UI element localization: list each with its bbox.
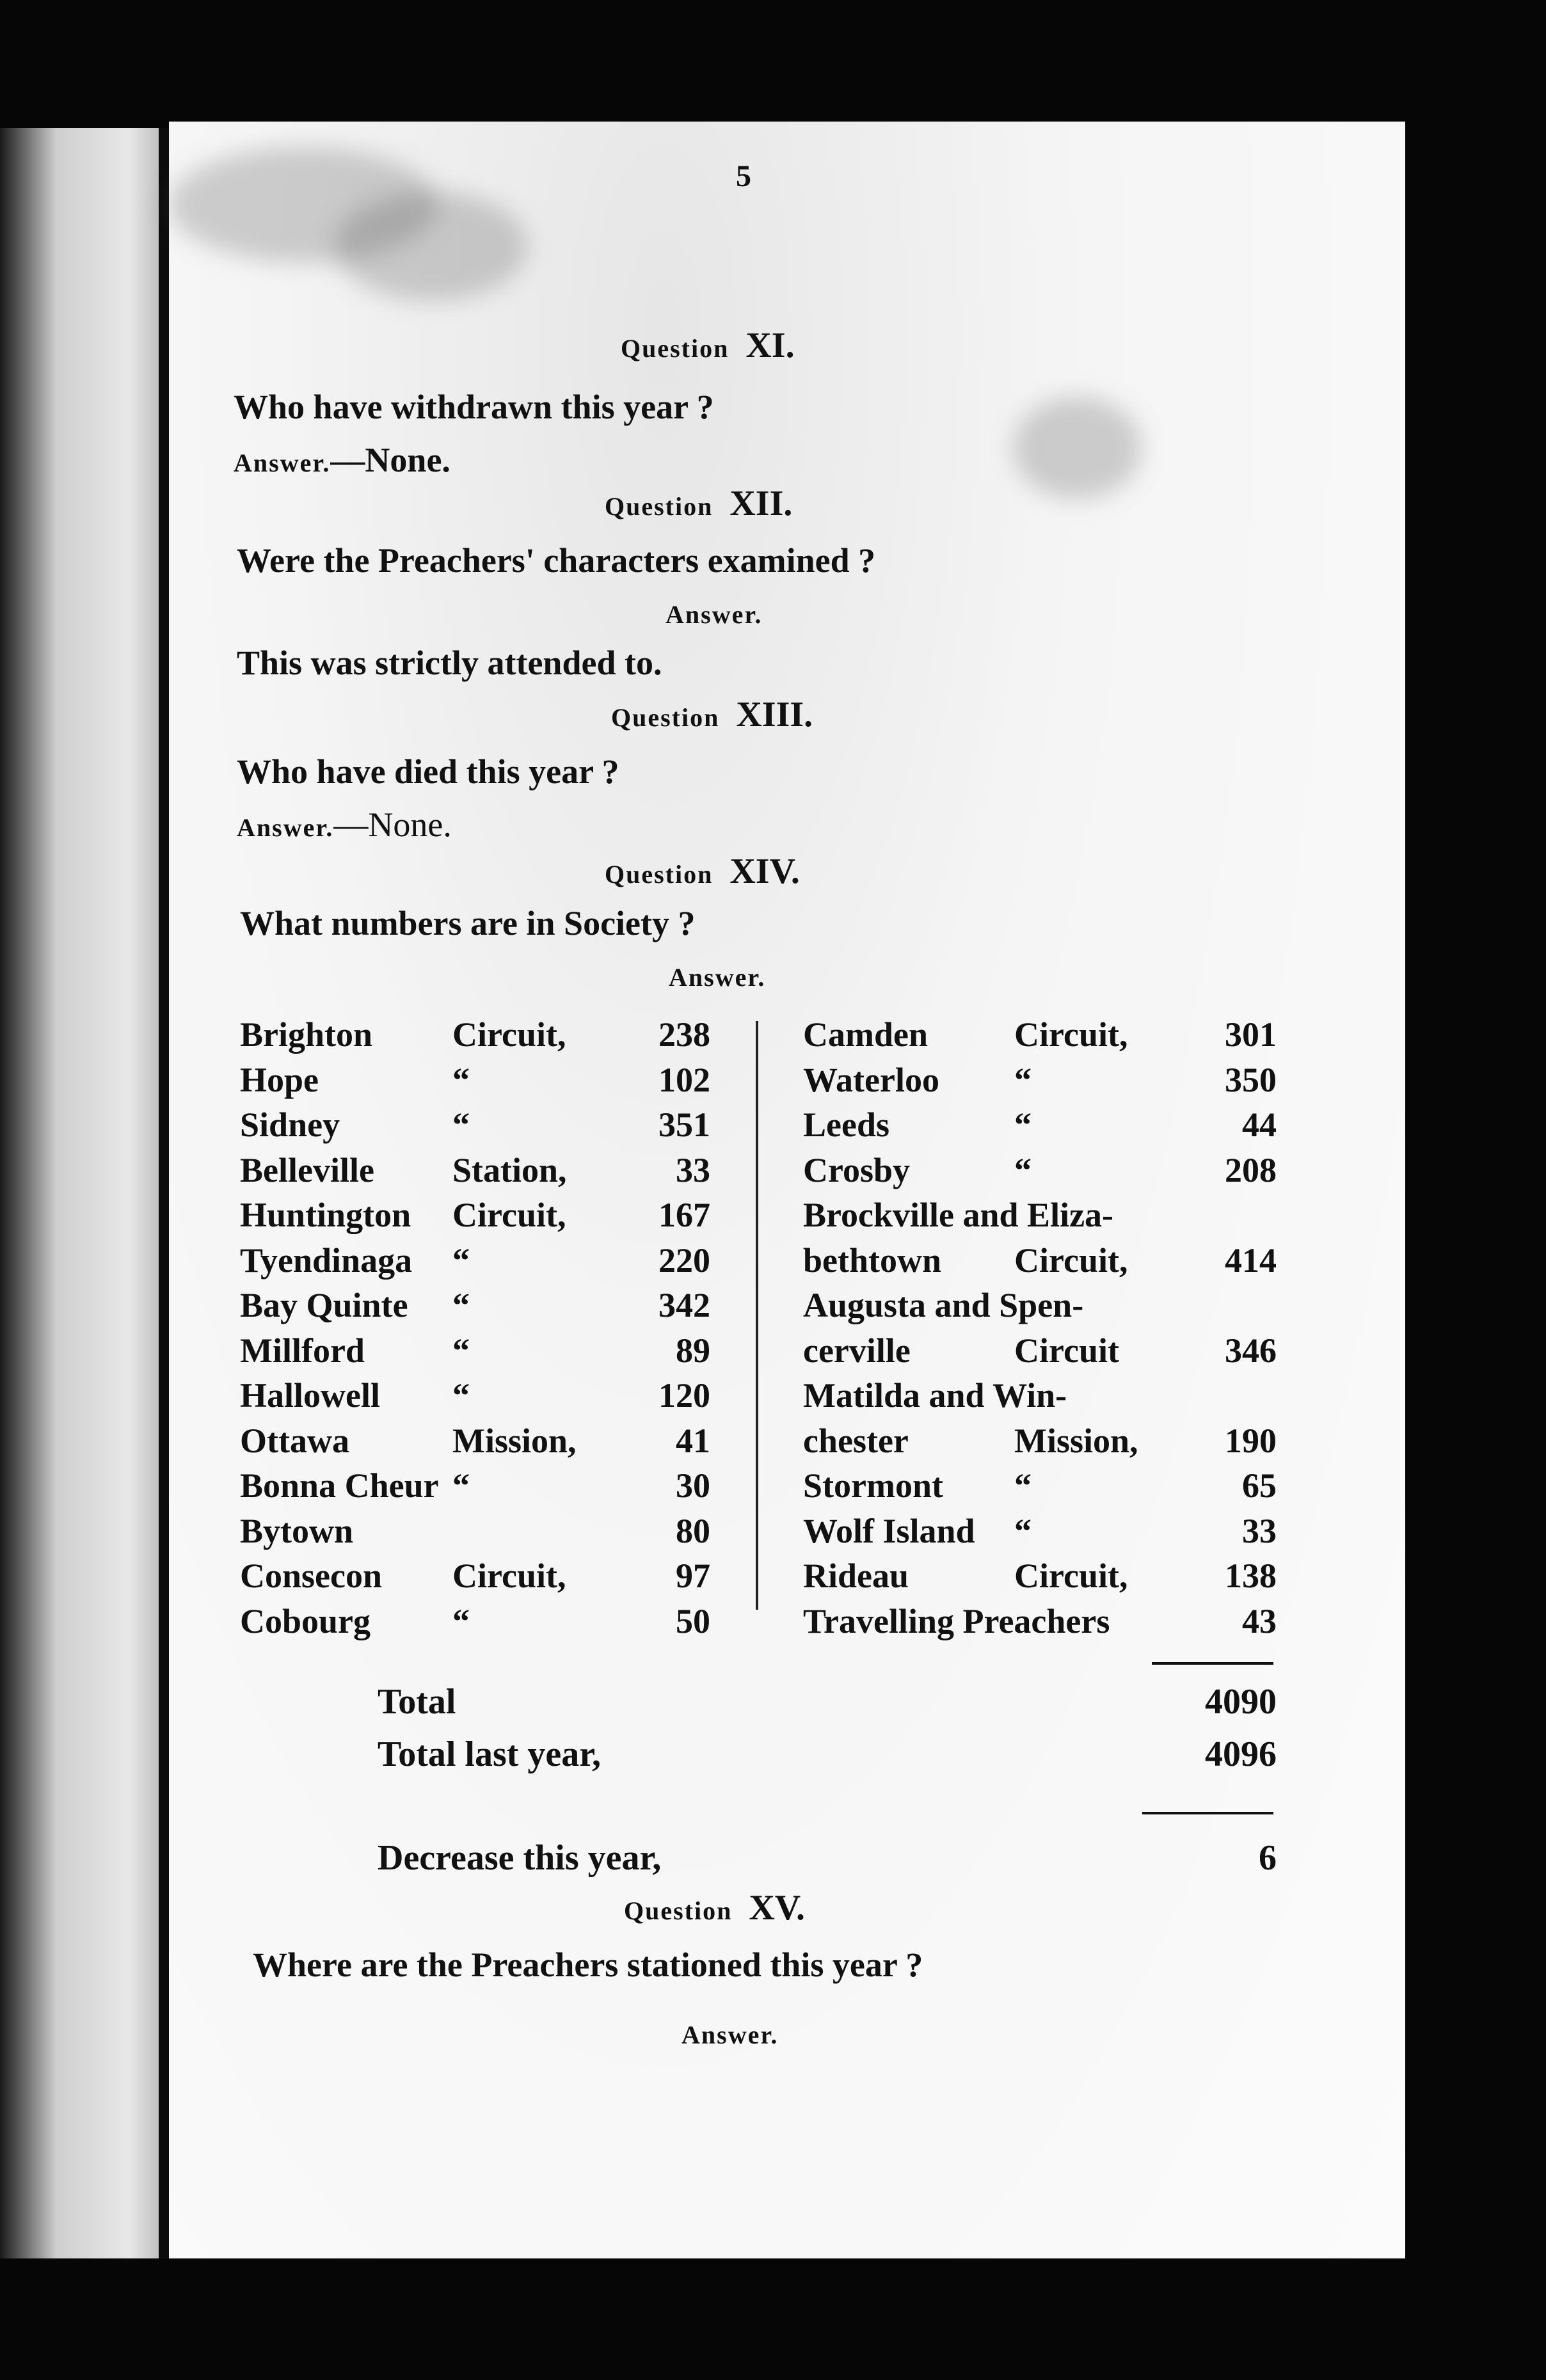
- answer-label: Answer.: [234, 448, 331, 477]
- place-type: Circuit,: [452, 1015, 566, 1054]
- table-row: [240, 1060, 710, 1106]
- place-name: Cobourg: [240, 1601, 371, 1640]
- member-count: 190: [1225, 1421, 1277, 1460]
- total-last-year-label: Total last year,: [378, 1734, 601, 1774]
- member-count: 208: [1225, 1150, 1277, 1189]
- place-name: Consecon: [240, 1557, 383, 1595]
- binding-gutter: [159, 128, 169, 2258]
- question-heading-xii: [605, 483, 792, 524]
- table-row: [803, 1105, 1277, 1150]
- answer-text: —None.: [333, 805, 452, 844]
- place-name: Tyendinaga: [240, 1241, 413, 1280]
- table-row: [803, 1466, 1277, 1511]
- place-name: Augusta and Spen-: [803, 1286, 1084, 1324]
- answer-label: Answer.: [669, 963, 766, 992]
- answer-line: [234, 440, 450, 480]
- member-count: 120: [658, 1376, 710, 1415]
- table-column-left: [240, 1015, 710, 1646]
- table-row: [240, 1015, 710, 1060]
- place-type: “: [452, 1466, 470, 1505]
- table-row: [240, 1511, 710, 1557]
- place-type: Station,: [452, 1150, 567, 1189]
- question-prompt: Were the Preachers' characters examined ?: [237, 541, 876, 580]
- place-type: “: [452, 1601, 470, 1640]
- question-number: XV.: [749, 1888, 806, 1928]
- table-row: [240, 1556, 710, 1601]
- question-heading-xi: [621, 325, 795, 366]
- member-count: 102: [658, 1060, 710, 1099]
- column-divider: [756, 1021, 758, 1610]
- place-name: cerville: [803, 1331, 911, 1370]
- answer-line: [237, 805, 452, 845]
- answer-text: This was strictly attended to.: [237, 644, 662, 682]
- member-count: 342: [658, 1286, 710, 1324]
- question-number: XII.: [729, 484, 793, 523]
- table-row: [240, 1331, 710, 1376]
- table-row: [803, 1511, 1277, 1557]
- answer-label: Answer.: [237, 813, 334, 842]
- total-label: Total: [378, 1682, 456, 1722]
- question-heading-xv: [624, 1887, 805, 1928]
- place-name: Matilda and Win-: [803, 1376, 1067, 1415]
- place-type: Mission,: [452, 1421, 577, 1460]
- place-name: Stormont: [803, 1466, 943, 1505]
- question-prompt: Who have died this year ?: [237, 752, 619, 791]
- question-label: Question: [611, 703, 720, 732]
- table-row: [240, 1376, 710, 1421]
- place-type: “: [1014, 1511, 1032, 1550]
- table-row: [240, 1150, 710, 1196]
- place-type: Circuit,: [1014, 1241, 1128, 1280]
- table-column-right: [803, 1015, 1277, 1646]
- member-count: 346: [1225, 1331, 1277, 1370]
- place-type: “: [452, 1331, 470, 1370]
- place-type: “: [452, 1241, 470, 1280]
- decrease-value: 6: [1259, 1838, 1277, 1878]
- place-type: Circuit: [1014, 1331, 1119, 1370]
- question-label: Question: [605, 492, 713, 521]
- place-name: Bay Quinte: [240, 1286, 408, 1324]
- place-name: Travelling Preachers: [803, 1601, 1110, 1640]
- place-type: “: [452, 1286, 470, 1324]
- question-heading-xiii: [611, 694, 813, 735]
- place-name: bethtown: [803, 1241, 942, 1280]
- place-name: chester: [803, 1421, 909, 1460]
- member-count: 44: [1242, 1106, 1277, 1144]
- question-prompt: Who have withdrawn this year ?: [234, 388, 714, 426]
- place-type: “: [1014, 1060, 1032, 1099]
- place-name: Brighton: [240, 1015, 373, 1054]
- answer-heading: [681, 2014, 778, 2052]
- place-type: Circuit,: [1014, 1015, 1128, 1054]
- table-row: [803, 1241, 1277, 1286]
- table-row: [803, 1331, 1277, 1376]
- table-row: [803, 1556, 1277, 1601]
- question-label: Question: [605, 860, 713, 889]
- table-row: [240, 1105, 710, 1150]
- place-type: Mission,: [1014, 1421, 1138, 1460]
- question-prompt: What numbers are in Society ?: [240, 904, 696, 942]
- question-label: Question: [624, 1896, 733, 1925]
- question-label: Question: [621, 334, 729, 363]
- page-number: 5: [736, 159, 751, 193]
- total-row: [378, 1681, 1277, 1726]
- member-count: 33: [1242, 1511, 1277, 1550]
- member-count: 43: [1242, 1601, 1277, 1640]
- place-type: “: [452, 1376, 470, 1415]
- place-name: Crosby: [803, 1150, 911, 1189]
- decrease-row: [378, 1837, 1277, 1882]
- answer-label: Answer.: [681, 2020, 779, 2049]
- place-name: Ottawa: [240, 1421, 349, 1460]
- place-name: Bytown: [240, 1511, 354, 1550]
- total-last-year-row: [378, 1734, 1277, 1779]
- member-count: 97: [676, 1557, 710, 1595]
- decrease-rule: [1142, 1812, 1273, 1814]
- member-count: 350: [1225, 1060, 1277, 1099]
- member-count: 80: [676, 1511, 710, 1550]
- place-type: Circuit,: [452, 1557, 566, 1595]
- place-type: “: [452, 1106, 470, 1144]
- place-name: Leeds: [803, 1106, 889, 1144]
- table-row: [803, 1015, 1277, 1060]
- answer-text: —None.: [330, 441, 450, 479]
- table-row: [803, 1150, 1277, 1196]
- member-count: 414: [1225, 1241, 1277, 1280]
- place-name: Waterloo: [803, 1060, 939, 1099]
- table-row: [240, 1601, 710, 1647]
- answer-label: Answer.: [665, 600, 763, 629]
- place-type: “: [452, 1060, 470, 1099]
- place-type: Circuit,: [1014, 1557, 1128, 1595]
- member-count: 65: [1242, 1466, 1277, 1505]
- place-name: Hallowell: [240, 1376, 380, 1415]
- member-count: 33: [676, 1150, 710, 1189]
- table-row: [803, 1376, 1277, 1421]
- place-type: “: [1014, 1106, 1032, 1144]
- member-count: 301: [1225, 1015, 1277, 1054]
- member-count: 138: [1225, 1557, 1277, 1595]
- table-row: [240, 1241, 710, 1286]
- place-name: Brockville and Eliza-: [803, 1196, 1114, 1234]
- question-heading-xiv: [605, 851, 800, 892]
- member-count: 167: [658, 1196, 710, 1234]
- member-count: 41: [676, 1421, 710, 1460]
- member-count: 50: [676, 1601, 710, 1640]
- totals-rule: [1152, 1662, 1273, 1665]
- page-stain: [335, 192, 527, 301]
- place-name: Bonna Cheur: [240, 1466, 439, 1505]
- page-stain: [1014, 397, 1142, 499]
- table-row: [240, 1285, 710, 1331]
- question-number: XIII.: [736, 695, 813, 734]
- answer-heading: [665, 594, 762, 631]
- table-row: [803, 1421, 1277, 1466]
- place-type: Circuit,: [452, 1196, 566, 1234]
- question-number: XIV.: [729, 852, 800, 891]
- place-name: Millford: [240, 1331, 365, 1370]
- place-name: Wolf Island: [803, 1511, 975, 1550]
- member-count: 351: [658, 1106, 710, 1144]
- table-row: [803, 1285, 1277, 1331]
- table-row: [803, 1601, 1277, 1647]
- place-type: “: [1014, 1150, 1032, 1189]
- member-count: 220: [658, 1241, 710, 1280]
- place-name: Rideau: [803, 1557, 909, 1595]
- table-row: [240, 1421, 710, 1466]
- place-name: Hope: [240, 1060, 319, 1099]
- member-count: 30: [676, 1466, 710, 1505]
- answer-heading: [669, 956, 765, 994]
- member-count: 89: [676, 1331, 710, 1370]
- table-row: [240, 1195, 710, 1241]
- place-type: “: [1014, 1466, 1032, 1505]
- table-row: [240, 1466, 710, 1511]
- member-count: 238: [658, 1015, 710, 1054]
- decrease-label: Decrease this year,: [378, 1838, 662, 1878]
- place-name: Belleville: [240, 1150, 374, 1189]
- question-number: XI.: [745, 326, 795, 365]
- society-numbers-table: [240, 1015, 1277, 1640]
- total-last-year-value: 4096: [1205, 1734, 1277, 1774]
- table-row: [803, 1195, 1277, 1241]
- question-prompt: Where are the Preachers stationed this year ?: [253, 1946, 923, 1984]
- place-name: Camden: [803, 1015, 928, 1054]
- total-value: 4090: [1205, 1682, 1277, 1722]
- place-name: Huntington: [240, 1196, 411, 1234]
- table-row: [803, 1060, 1277, 1106]
- adjacent-page-edge: [0, 128, 161, 2258]
- place-name: Sidney: [240, 1106, 340, 1144]
